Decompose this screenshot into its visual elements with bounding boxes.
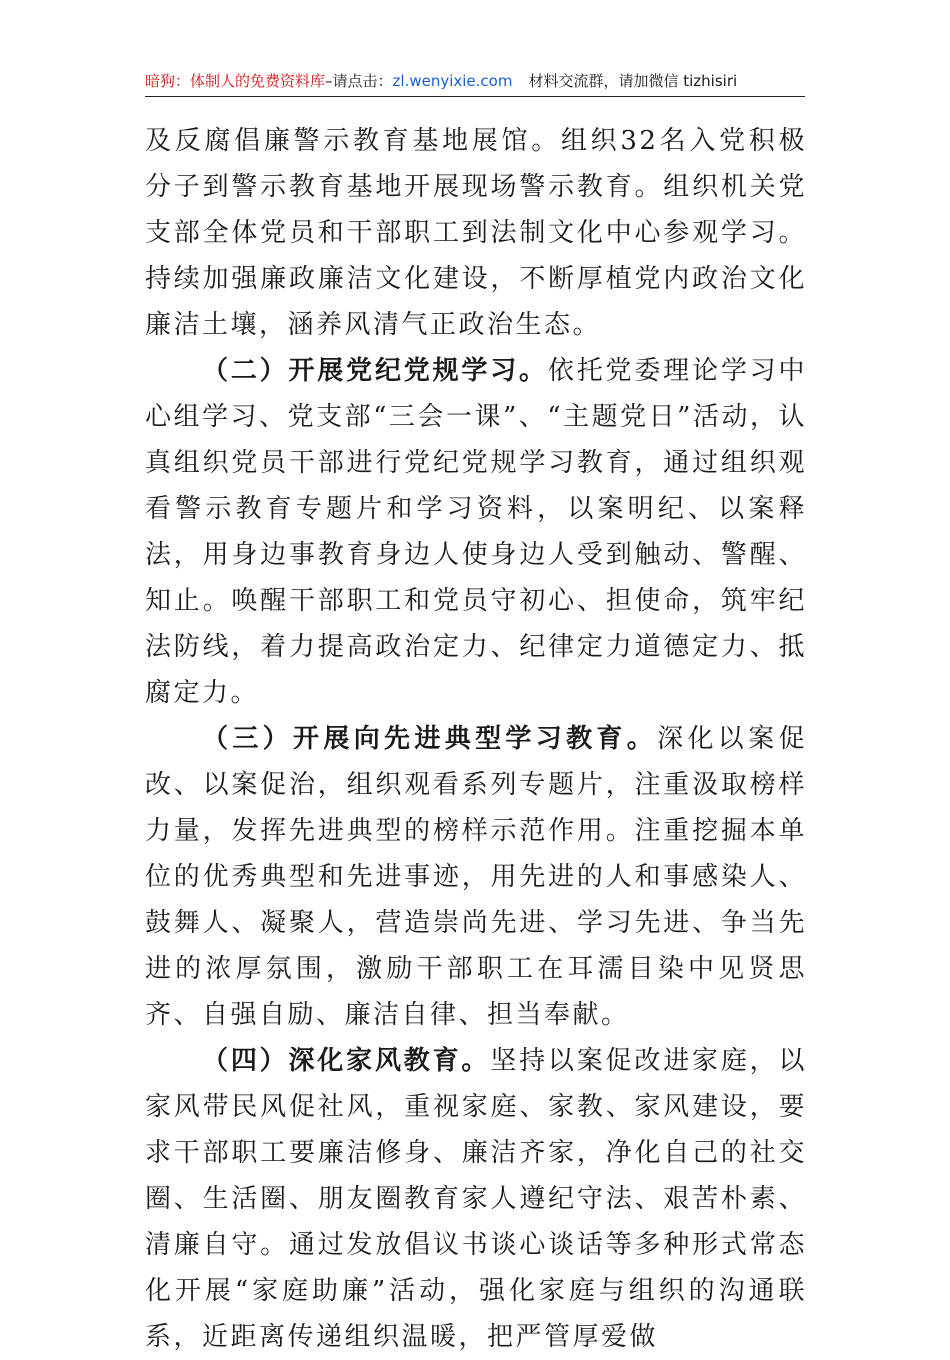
paragraph-continuation: [145, 118, 807, 348]
header-brand: 暗狗：体制人的免费资料库: [145, 72, 326, 90]
paragraph-text: 深化以案促改、以案促治，组织观看系列专题片，注重汲取榜样力量，发挥先进典型的榜样示范作用。注重挖掘本单位的优秀典型和先进事迹，用先进的人和事感染人、鼓舞人、凝聚人，营造崇尚先进、学习先进、争当先进的浓厚氛围，激励干部职工在耳濡目染中见贤思齐、自强自励、廉洁自律、担当奉献。: [145, 724, 807, 1030]
paragraph-text: 及反腐倡廉警示教育基地展馆。组织32名入党积极分子到警示教育基地开展现场警示教育。组织机关党支部全体党员和干部职工到法制文化中心参观学习。持续加强廉政廉洁文化建设，不断厚植党内政治文化廉洁土壤，涵养风清气正政治生态。: [145, 126, 807, 340]
paragraph-heading: （二）开展党纪党规学习。: [202, 356, 548, 386]
paragraph-text: 坚持以案促改进家庭，以家风带民风促社风，重视家庭、家教、家风建设，要求干部职工要廉洁修身、廉洁齐家，净化自己的社交圈、生活圈、朋友圈教育家人遵纪守法、艰苦朴素、清廉自守。通过发放倡议书谈心谈话等多种形式常态化开展“家庭助廉”活动，强化家庭与组织的沟通联系，近距离传递组织温暖，把严管厚爱做: [145, 1046, 807, 1352]
document-body: [145, 118, 807, 1360]
paragraph-text: 依托党委理论学习中心组学习、党支部“三会一课”、“主题党日”活动，认真组织党员干部进行党纪党规学习教育，通过组织观看警示教育专题片和学习资料，以案明纪、以案释法，用身边事教育身边人使身边人受到触动、警醒、知止。唤醒干部职工和党员守初心、担使命，筑牢纪法防线，着力提高政治定力、纪律定力道德定力、抵腐定力。: [145, 356, 807, 708]
header-cta: –请点击：: [325, 72, 393, 90]
paragraph-heading: （三）开展向先进典型学习教育。: [202, 724, 658, 754]
paragraph-role-models: [145, 716, 807, 1038]
header-wechat-note: 材料交流群，请加微信 tizhisiri: [528, 72, 738, 90]
paragraph-party-discipline: [145, 348, 807, 716]
header-url-link[interactable]: zl.wenyixie.com: [392, 72, 513, 90]
page-header: [145, 66, 805, 97]
paragraph-family-values: [145, 1038, 807, 1360]
paragraph-heading: （四）深化家风教育。: [202, 1046, 491, 1076]
